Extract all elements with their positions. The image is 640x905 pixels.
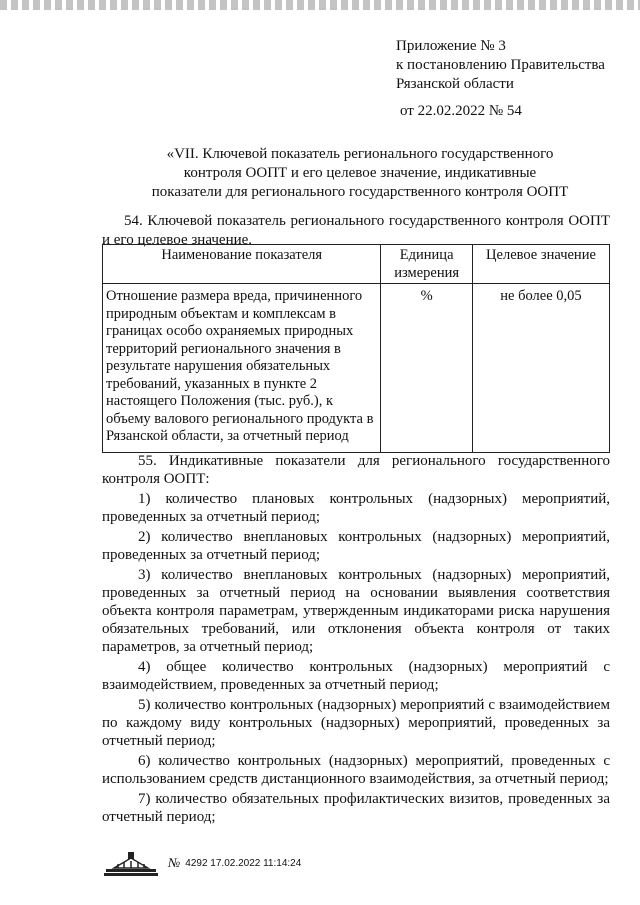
government-building-seal-icon [102,849,160,877]
key-indicator-table [102,244,610,453]
list-item: 6) количество контрольных (надзорных) мероприятий, проведенных с использованием средств дистанционного взаимодействия, за отчетный период; [102,753,610,787]
section-title-line: «VII. Ключевой показатель регионального государственного [166,146,554,162]
section-title [100,145,620,202]
document-footer [102,848,402,878]
appendix-header [396,37,626,121]
paragraph-54: 54. Ключевой показатель регионального государственного контроля ООПТ и его целевое значение. [102,213,610,248]
section-title-line: показатели для регионального государственного контроля ООПТ [151,184,569,200]
paragraph-55: 55. Индикативные показатели для регионального государственного контроля ООПТ: [102,453,610,487]
appendix-resolution: к постановлению Правительства [396,57,605,73]
header-target-value: Целевое значение [472,245,609,284]
footer-registration-meta: 4292 17.02.2022 11:14:24 [185,857,302,869]
indicative-indicators [102,452,610,828]
list-item: 7) количество обязательных профилактических визитов, проведенных за отчетный период; [102,791,610,825]
list-item: 3) количество внеплановых контрольных (надзорных) мероприятий, проведенных за отчетный период на основании выявления соответствия объекта контроля параметрам, утвержденным индикаторами риска нарушения обязательных требований, или отклонения объекта контроля от таких параметров, за отчетный период; [102,567,610,655]
footer-number-mark: № [168,855,181,870]
header-unit: Единица измерения [381,245,473,284]
list-item: 4) общее количество контрольных (надзорных) мероприятий с взаимодействием, проведенных за отчетный период; [102,659,610,693]
appendix-title: Приложение № 3 [396,38,506,54]
cell-target-value: не более 0,05 [472,284,609,453]
list-item: 5) количество контрольных (надзорных) мероприятий с взаимодействием по каждому виду контрольных (надзорных) мероприятий, проведенных за отчетный период; [102,697,610,749]
list-item: 2) количество внеплановых контрольных (надзорных) мероприятий, проведенных за отчетный период; [102,529,610,563]
section-title-line: контроля ООПТ и его целевое значение, индикативные [183,165,537,181]
scan-top-edge [0,0,640,10]
table-row [103,284,610,453]
table-header-row [103,245,610,284]
header-indicator-name: Наименование показателя [103,245,381,284]
appendix-region: Рязанской области [396,76,514,92]
cell-unit: % [381,284,473,453]
cell-indicator-name: Отношение размера вреда, причиненного природным объектам и комплексам в границах особо охраняемых природных территорий регионального значения в результате нарушения обязательных требований, указанных в пункте 2 настоящего Положения (тыс. руб.), к объему валового регионального продукта в Рязанской области, за отчетный период [103,284,381,453]
list-item: 1) количество плановых контрольных (надзорных) мероприятий, проведенных за отчетный период; [102,491,610,525]
appendix-date: от 22.02.2022 № 54 [400,103,522,119]
